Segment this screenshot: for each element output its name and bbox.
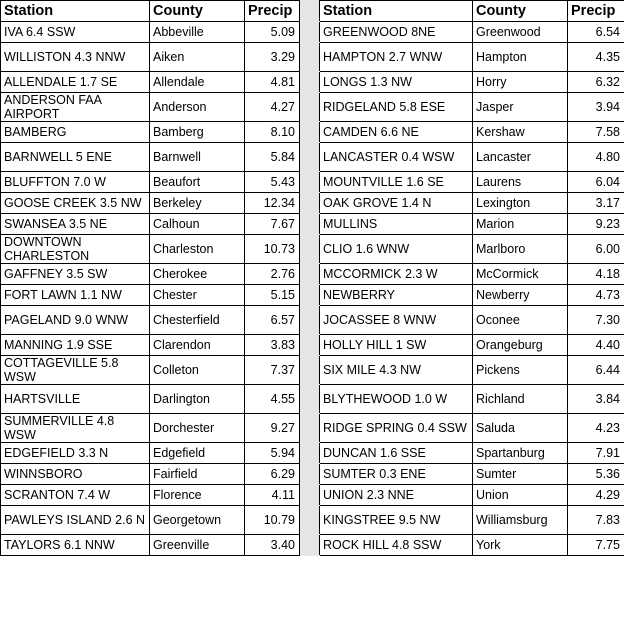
station-cell: SUMTER 0.3 ENE [320, 464, 473, 485]
table-body [1, 22, 624, 556]
county-cell: Williamsburg [473, 506, 568, 535]
county-cell: Colleton [150, 356, 245, 385]
table-row [1, 414, 624, 443]
precip-cell: 3.29 [245, 43, 300, 72]
table-row [1, 172, 624, 193]
column-gap [300, 485, 320, 506]
station-cell: MCCORMICK 2.3 W [320, 264, 473, 285]
column-gap [300, 414, 320, 443]
precip-cell: 4.11 [245, 485, 300, 506]
precip-cell: 5.15 [245, 285, 300, 306]
county-cell: Sumter [473, 464, 568, 485]
table-row [1, 143, 624, 172]
station-cell: DUNCAN 1.6 SSE [320, 443, 473, 464]
station-cell: BLUFFTON 7.0 W [1, 172, 150, 193]
county-cell: Horry [473, 72, 568, 93]
precip-cell: 4.29 [568, 485, 624, 506]
precip-cell: 7.75 [568, 535, 624, 556]
precip-cell: 6.54 [568, 22, 624, 43]
county-cell: York [473, 535, 568, 556]
precip-cell: 4.18 [568, 264, 624, 285]
column-gap [300, 535, 320, 556]
county-cell: Oconee [473, 306, 568, 335]
station-cell: EDGEFIELD 3.3 N [1, 443, 150, 464]
header-county-left: County [150, 1, 245, 22]
station-cell: ANDERSON FAA AIRPORT [1, 93, 150, 122]
table-row [1, 306, 624, 335]
column-gap [300, 172, 320, 193]
column-gap [300, 1, 320, 22]
table-row [1, 214, 624, 235]
header-county-right: County [473, 1, 568, 22]
precip-cell: 4.81 [245, 72, 300, 93]
column-gap [300, 464, 320, 485]
table-row [1, 485, 624, 506]
station-cell: TAYLORS 6.1 NNW [1, 535, 150, 556]
station-cell: HAMPTON 2.7 WNW [320, 43, 473, 72]
precip-cell: 7.58 [568, 122, 624, 143]
county-cell: Fairfield [150, 464, 245, 485]
station-cell: GOOSE CREEK 3.5 NW [1, 193, 150, 214]
precip-cell: 4.55 [245, 385, 300, 414]
county-cell: Chesterfield [150, 306, 245, 335]
precip-cell: 7.67 [245, 214, 300, 235]
county-cell: Laurens [473, 172, 568, 193]
table-row [1, 43, 624, 72]
county-cell: Darlington [150, 385, 245, 414]
county-cell: Abbeville [150, 22, 245, 43]
county-cell: Beaufort [150, 172, 245, 193]
station-cell: MULLINS [320, 214, 473, 235]
county-cell: Cherokee [150, 264, 245, 285]
precip-cell: 12.34 [245, 193, 300, 214]
station-cell: SIX MILE 4.3 NW [320, 356, 473, 385]
station-cell: RIDGE SPRING 0.4 SSW [320, 414, 473, 443]
column-gap [300, 335, 320, 356]
county-cell: Spartanburg [473, 443, 568, 464]
station-cell: KINGSTREE 9.5 NW [320, 506, 473, 535]
column-gap [300, 93, 320, 122]
precip-cell: 5.84 [245, 143, 300, 172]
precip-cell: 4.27 [245, 93, 300, 122]
column-gap [300, 122, 320, 143]
station-cell: WILLISTON 4.3 NNW [1, 43, 150, 72]
station-cell: LANCASTER 0.4 WSW [320, 143, 473, 172]
column-gap [300, 385, 320, 414]
county-cell: Clarendon [150, 335, 245, 356]
precip-cell: 5.43 [245, 172, 300, 193]
column-gap [300, 235, 320, 264]
county-cell: Kershaw [473, 122, 568, 143]
precip-cell: 7.91 [568, 443, 624, 464]
header-station-left: Station [1, 1, 150, 22]
station-cell: DOWNTOWN CHARLESTON [1, 235, 150, 264]
precip-cell: 6.32 [568, 72, 624, 93]
precip-cell: 4.80 [568, 143, 624, 172]
precip-cell: 7.83 [568, 506, 624, 535]
county-cell: Georgetown [150, 506, 245, 535]
table-row [1, 193, 624, 214]
county-cell: Marion [473, 214, 568, 235]
station-cell: BARNWELL 5 ENE [1, 143, 150, 172]
county-cell: Anderson [150, 93, 245, 122]
county-cell: Chester [150, 285, 245, 306]
precip-cell: 7.30 [568, 306, 624, 335]
column-gap [300, 356, 320, 385]
county-cell: Jasper [473, 93, 568, 122]
table-row [1, 285, 624, 306]
station-cell: ROCK HILL 4.8 SSW [320, 535, 473, 556]
station-cell: ALLENDALE 1.7 SE [1, 72, 150, 93]
header-row [1, 1, 624, 22]
table-row [1, 22, 624, 43]
precip-cell: 4.73 [568, 285, 624, 306]
precip-cell: 10.79 [245, 506, 300, 535]
station-cell: HOLLY HILL 1 SW [320, 335, 473, 356]
county-cell: Pickens [473, 356, 568, 385]
table-row [1, 72, 624, 93]
column-gap [300, 285, 320, 306]
table-row [1, 356, 624, 385]
station-cell: GAFFNEY 3.5 SW [1, 264, 150, 285]
county-cell: Saluda [473, 414, 568, 443]
table-row [1, 93, 624, 122]
precip-cell: 10.73 [245, 235, 300, 264]
column-gap [300, 506, 320, 535]
county-cell: Berkeley [150, 193, 245, 214]
table-row [1, 385, 624, 414]
county-cell: Richland [473, 385, 568, 414]
county-cell: Marlboro [473, 235, 568, 264]
precip-cell: 5.36 [568, 464, 624, 485]
table-row [1, 506, 624, 535]
station-cell: UNION 2.3 NNE [320, 485, 473, 506]
table-row [1, 464, 624, 485]
precip-cell: 3.40 [245, 535, 300, 556]
station-cell: NEWBERRY [320, 285, 473, 306]
precip-cell: 6.44 [568, 356, 624, 385]
column-gap [300, 264, 320, 285]
precip-cell: 4.40 [568, 335, 624, 356]
column-gap [300, 22, 320, 43]
station-cell: CLIO 1.6 WNW [320, 235, 473, 264]
precip-cell: 3.84 [568, 385, 624, 414]
header-precip-left: Precip [245, 1, 300, 22]
station-cell: SWANSEA 3.5 NE [1, 214, 150, 235]
county-cell: Union [473, 485, 568, 506]
precip-cell: 6.57 [245, 306, 300, 335]
station-cell: MOUNTVILLE 1.6 SE [320, 172, 473, 193]
county-cell: Greenville [150, 535, 245, 556]
station-cell: COTTAGEVILLE 5.8 WSW [1, 356, 150, 385]
county-cell: Allendale [150, 72, 245, 93]
county-cell: Orangeburg [473, 335, 568, 356]
station-cell: WINNSBORO [1, 464, 150, 485]
precip-cell: 3.94 [568, 93, 624, 122]
precip-cell: 6.00 [568, 235, 624, 264]
precip-cell: 2.76 [245, 264, 300, 285]
precip-cell: 8.10 [245, 122, 300, 143]
precip-cell: 9.23 [568, 214, 624, 235]
county-cell: Aiken [150, 43, 245, 72]
station-cell: FORT LAWN 1.1 NW [1, 285, 150, 306]
column-gap [300, 143, 320, 172]
station-cell: IVA 6.4 SSW [1, 22, 150, 43]
station-cell: SUMMERVILLE 4.8 WSW [1, 414, 150, 443]
precip-cell: 6.29 [245, 464, 300, 485]
station-cell: HARTSVILLE [1, 385, 150, 414]
precip-cell: 4.35 [568, 43, 624, 72]
precip-cell: 7.37 [245, 356, 300, 385]
precip-cell: 5.09 [245, 22, 300, 43]
station-cell: MANNING 1.9 SSE [1, 335, 150, 356]
station-cell: PAWLEYS ISLAND 2.6 N [1, 506, 150, 535]
column-gap [300, 214, 320, 235]
county-cell: Charleston [150, 235, 245, 264]
precip-cell: 4.23 [568, 414, 624, 443]
table-row [1, 122, 624, 143]
county-cell: Edgefield [150, 443, 245, 464]
county-cell: Dorchester [150, 414, 245, 443]
precip-cell: 9.27 [245, 414, 300, 443]
county-cell: Lexington [473, 193, 568, 214]
county-cell: Newberry [473, 285, 568, 306]
station-cell: JOCASSEE 8 WNW [320, 306, 473, 335]
table-row [1, 235, 624, 264]
precip-cell: 6.04 [568, 172, 624, 193]
county-cell: Lancaster [473, 143, 568, 172]
station-cell: BLYTHEWOOD 1.0 W [320, 385, 473, 414]
station-cell: RIDGELAND 5.8 ESE [320, 93, 473, 122]
header-precip-right: Precip [568, 1, 624, 22]
precip-cell: 3.17 [568, 193, 624, 214]
header-station-right: Station [320, 1, 473, 22]
column-gap [300, 306, 320, 335]
county-cell: Barnwell [150, 143, 245, 172]
table-row [1, 535, 624, 556]
station-cell: OAK GROVE 1.4 N [320, 193, 473, 214]
table-row [1, 443, 624, 464]
county-cell: Bamberg [150, 122, 245, 143]
column-gap [300, 193, 320, 214]
station-cell: PAGELAND 9.0 WNW [1, 306, 150, 335]
station-cell: GREENWOOD 8NE [320, 22, 473, 43]
county-cell: Greenwood [473, 22, 568, 43]
column-gap [300, 443, 320, 464]
station-cell: BAMBERG [1, 122, 150, 143]
county-cell: Calhoun [150, 214, 245, 235]
station-cell: LONGS 1.3 NW [320, 72, 473, 93]
column-gap [300, 72, 320, 93]
table-row [1, 264, 624, 285]
column-gap [300, 43, 320, 72]
precip-cell: 5.94 [245, 443, 300, 464]
station-cell: SCRANTON 7.4 W [1, 485, 150, 506]
table-row [1, 335, 624, 356]
precip-cell: 3.83 [245, 335, 300, 356]
county-cell: Hampton [473, 43, 568, 72]
station-cell: CAMDEN 6.6 NE [320, 122, 473, 143]
county-cell: McCormick [473, 264, 568, 285]
county-cell: Florence [150, 485, 245, 506]
